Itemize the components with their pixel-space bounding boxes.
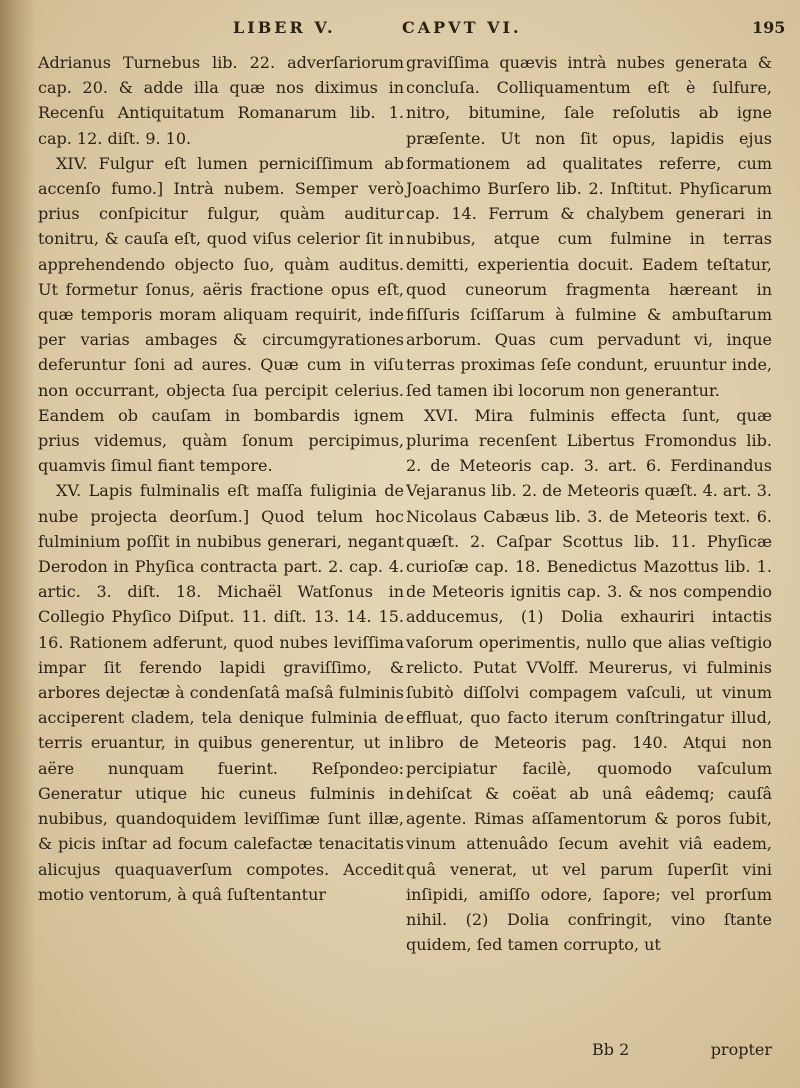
- paragraph: Adrianus Turnebus lib. 22. adverſariorum cap. 20. & adde illa quæ nos diximus in Recenſu Antiquitatum Romanarum lib. 1. cap. 12. diſt. 9. 10.: [38, 53, 404, 148]
- header-right-title: CAPVT VI.: [402, 18, 522, 37]
- page-footer: [592, 1040, 772, 1059]
- catchword: propter: [710, 1040, 772, 1059]
- page-number: 195: [752, 18, 786, 37]
- page-binding-edge: [0, 0, 36, 1088]
- header-left-title: LIBER V.: [233, 18, 336, 37]
- section-paragraph: XV. Lapis fulminalis eſt maſſa fuliginia de nube projecta deorſum.] Quod telum hoc fulminium poſſit in nubibus generari, negant Derodon in Phyſica contracta part. 2. cap. 4. artic. 3. diſt. 18. Michaël Watſonus in Collegio Phyſico Diſput. 11. diſt. 13. 14. 15. 16. Rationem adferunt, quod nubes leviſſima impar ſit ferendo lapidi graviſſimo, & arbores dejectæ à condenſatâ maſsâ fulminis acciperent cladem, tela denique fulminia de terris eruantur, in quibus generentur, ut in aëre nunquam fuerint. Reſpondeo: Generatur utique hic cuneus fulminis in nubibus, quandoquidem leviſſimæ ſunt illæ, & picis inſtar ad focum calefactæ tenacitatis alicujus quaquaverſum compotes. Accedit motio ventorum, à quâ ſuſtentantur: [38, 481, 404, 904]
- right-text-column: [406, 50, 772, 957]
- running-header: [0, 8, 800, 44]
- left-text-column: [38, 50, 404, 907]
- section-paragraph: XIV. Fulgur eſt lumen perniciſſimum ab accenſo fumo.] Intrà nubem. Semper verò prius conſpicitur fulgur, quàm auditur tonitru, & cauſa eſt, quod viſus celerior ſit in apprehendendo objecto ſuo, quàm auditus. Ut formetur ſonus, aëris fractione opus eſt, quæ temporis moram aliquam requirit, inde per varias ambages & circumgyrationes deferuntur ſoni ad aures. Quæ cum in viſu non occurrant, objecta ſua percipit celerius. Eandem ob cauſam in bombardis ignem prius videmus, quàm ſonum percipimus, quamvis ſimul fiant tempore.: [38, 153, 404, 476]
- paragraph: graviſſima quævis intrà nubes generata & concluſa. Colliquamentum eſt è ſulfure, nitro, bitumine, ſale reſolutis ab igne præſente. Ut non ſit opus, lapidis ejus formationem ad qualitates referre, cum Joachimo Burſero lib. 2. Inſtitut. Phyſicarum cap. 14. Ferrum & chalybem generari in nubibus, atque cum fulmine in terras demitti, experientia docuit. Eadem teſtatur, quod cuneorum fragmenta hæreant in fiſſuris ſciſſarum à fulmine & ambuſtarum arborum. Quas cum pervadunt vi, inque terras proximas ſeſe condunt, eruuntur inde, ſed tamen ibi locorum non generantur.: [406, 53, 772, 400]
- signature-mark: Bb 2: [592, 1040, 630, 1059]
- section-paragraph: XVI. Mira fulminis effecta ſunt, quæ plurima recenſent Libertus Fromondus lib. 2. de Meteoris cap. 3. art. 6. Ferdinandus Vejaranus lib. 2. de Meteoris quæſt. 4. art. 3. Nicolaus Cabæus lib. 3. de Meteoris text. 6. quæſt. 2. Caſpar Scottus lib. 11. Phyſicæ curioſæ cap. 18. Benedictus Mazottus lib. 1. de Meteoris ignitis cap. 3. & nos compendio adducemus, (1) Dolia exhauriri intactis vaſorum operimentis, nullo que alias veſtigio relicto. Putat VVolff. Meurerus, vi fulminis ſubitò diſſolvi compagem vaſculi, ut vinum effluat, quo facto iterum conſtringatur illud, libro de Meteoris pag. 140. Atqui non percipiatur facilè, quomodo vaſculum dehiſcat & coëat ab unâ eâdemq; cauſâ agente. Rimas aſſamentorum & poros ſubit, vinum attenuâdo ſecum avehit viâ eadem, quâ venerat, ut vel parum ſuperſit vini inſipidi, amiſſo odore, ſapore; vel prorſum nihil. (2) Dolia confringit, vino ſtante quidem, ſed tamen corrupto, ut: [406, 405, 772, 955]
